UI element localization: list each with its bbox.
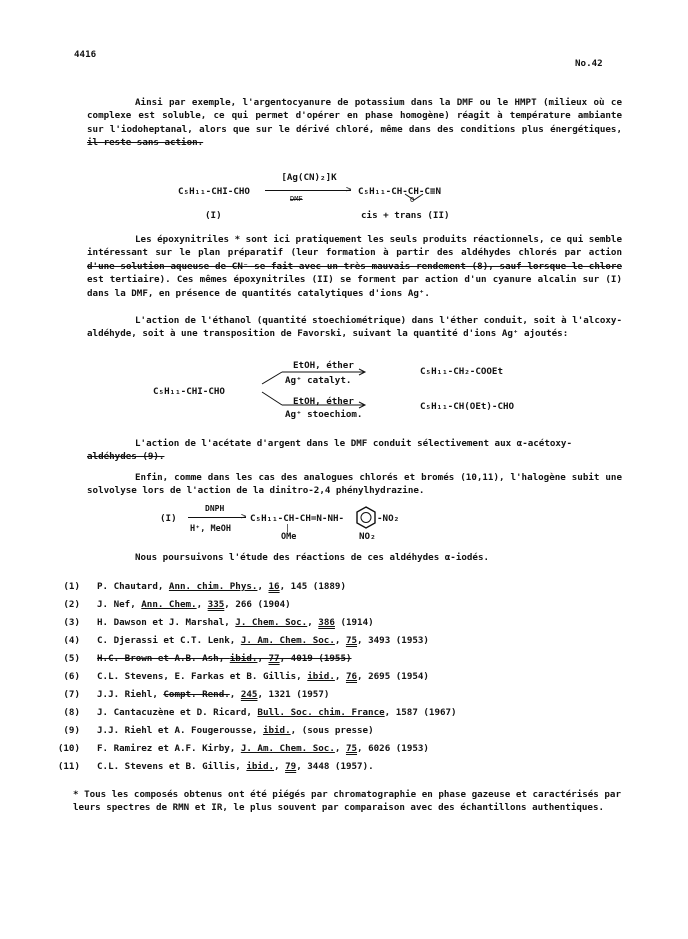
reference-journal: Ann. chim. Phys.	[168, 581, 258, 592]
reference-volume: 386	[318, 617, 335, 628]
reference-journal: J. Am. Chem. Soc.	[240, 635, 335, 646]
reference-number: (7)	[63, 689, 80, 700]
scheme-2-upper-reagent: EtOH, éther	[293, 360, 354, 371]
paragraph-5: Enfin, comme dans les cas des analogues chlorés et bromés (10,11), l'halogène subit une solvolyse lors de l'action de la dinitro-2,4 phénylhydrazine.	[87, 472, 622, 497]
scheme-1-solvent: DMF	[290, 195, 303, 203]
reference-volume: 76	[345, 671, 358, 682]
reference-authors: J.J. Riehl,	[97, 689, 164, 700]
reference-volume: 75	[345, 635, 358, 646]
scheme-2-lower-condition: Ag⁺ stoechiom.	[285, 409, 363, 420]
reference-details: , 3448 (1957).	[296, 761, 374, 772]
reference-journal: Bull. Soc. chim. France	[257, 707, 385, 718]
reference-details: (1914)	[334, 617, 374, 628]
paragraph-1-tail: il reste sans action.	[87, 137, 204, 149]
scheme-1-reactant: C₅H₁₁-CHI-CHO	[178, 186, 250, 197]
paragraph-1-text: Ainsi par exemple, l'argentocyanure de potassium dans la DMF ou le HMPT (milieux où ce complexe est soluble, ce qui permet d'opérer en phase homogène) réagit à température ambiante sur l'iodoheptanal, alors que sur le dérivé chloré, même dans des conditions plus énergétiques,	[87, 97, 622, 135]
reference-journal: Ann. Chem.	[141, 599, 197, 610]
reference-authors: F. Ramirez et A.F. Kirby,	[97, 743, 241, 754]
scheme-3-product: C₅H₁₁-CH-CH=N-NH-	[250, 513, 345, 524]
paragraph-2-text-b: est tertiaire). Ces mêmes époxynitriles (II) se forment par action d'un cyanure alcalin sur (I) dans la DMF, en présence de quantités catalytiques d'ions Ag⁺.	[87, 274, 622, 299]
reference-authors: C.L. Stevens, E. Farkas et B. Gillis,	[97, 671, 308, 682]
scheme-2-upper-product: C₅H₁₁-CH₂-COOEt	[420, 366, 503, 377]
reference-details: , 3493 (1953)	[357, 635, 429, 646]
reference-number: (9)	[63, 725, 80, 736]
paragraph-2-struck: d'une solution aqueuse de CN⁻ se fait avec un très mauvais rendement (8), sauf lorsque le chlore	[87, 260, 622, 272]
page-number: 4416	[74, 49, 97, 60]
reference-journal: ibid.	[262, 725, 291, 736]
reference-number: (8)	[63, 707, 80, 718]
reference-journal: J. Am. Chem. Soc.	[240, 743, 335, 754]
reference-authors: H. Dawson et J. Marshal,	[97, 617, 236, 628]
reference-journal: ibid.	[246, 761, 275, 772]
reference-details: , 266 (1904)	[224, 599, 291, 610]
reference-journal: Compt. Rend.	[163, 689, 230, 700]
scheme-3-no2-right: -NO₂	[377, 513, 400, 524]
scheme-3-condition: H⁺, MeOH	[190, 524, 231, 534]
reference-details: , 4019 (1955)	[279, 653, 352, 664]
reference-authors: J. Cantacuzène et D. Ricard,	[97, 707, 258, 718]
paragraph-3: L'action de l'éthanol (quantité stoechiométrique) dans l'éther conduit, soit à l'alcoxy-aldéhyde, soit à une transposition de Favorski, suivant la quantité d'ions Ag⁺ ajoutés:	[87, 315, 622, 340]
reference-authors: C. Djerassi et C.T. Lenk,	[97, 635, 241, 646]
scheme-3-bond: |	[285, 523, 290, 532]
scheme-1-label-product: cis + trans (II)	[361, 210, 450, 221]
reference-volume: 16	[268, 581, 280, 592]
reference-authors: C.L. Stevens et B. Gillis,	[97, 761, 247, 772]
reference-volume: 335	[207, 599, 225, 610]
reference-volume: 245	[240, 689, 258, 700]
benzene-ring-icon	[355, 506, 377, 530]
scheme-1-label-reactant: (I)	[205, 210, 222, 221]
reference-details: , 1587 (1967)	[384, 707, 457, 718]
reference-number: (1)	[63, 581, 80, 592]
reference-journal: ibid.	[307, 671, 335, 682]
scheme-3-ome: OMe	[281, 532, 297, 542]
scheme-2-lower-reagent: EtOH, éther	[293, 396, 354, 407]
paragraph-6: Nous poursuivons l'étude des réactions de ces aldéhydes α-iodés.	[135, 552, 490, 563]
scheme-3-reagent: DNPH	[205, 504, 225, 513]
reference-authors: J.J. Riehl et A. Fougerousse,	[97, 725, 263, 736]
reference-authors: P. Chautard,	[97, 581, 169, 592]
reference-number: (2)	[63, 599, 80, 610]
scheme-3-arrow	[188, 517, 246, 518]
reference-volume: 77	[268, 653, 280, 664]
arrowhead-icon: >	[346, 185, 352, 195]
reference-journal: ibid.	[229, 653, 258, 664]
scheme-1-product: C₅H₁₁-CH-CH-C≡N	[358, 186, 441, 197]
reference-number: (4)	[63, 635, 80, 646]
reference-number: (6)	[63, 671, 80, 682]
reference-details: , 2695 (1954)	[357, 671, 429, 682]
reference-volume: 75	[345, 743, 358, 754]
footnote: * Tous les composés obtenus ont été piégés par chromatographie en phase gazeuse et caractérisés par leurs spectres de RMN et IR, le plus souvent par comparaison avec des échantillons authentiques.	[73, 789, 621, 814]
paragraph-4-text: L'action de l'acétate d'argent dans le DMF conduit sélectivement aux α-acétoxy-	[135, 438, 572, 449]
reference-authors: J. Nef,	[97, 599, 142, 610]
reference-volume: 79	[285, 761, 297, 772]
paragraph-4-tail: aldéhydes (9).	[87, 451, 165, 463]
reference-number: (3)	[63, 617, 80, 628]
scheme-2-upper-condition: Ag⁺ catalyt.	[285, 375, 352, 386]
scheme-3-no2-bottom: NO₂	[359, 531, 376, 542]
issue-number: No.42	[575, 58, 603, 69]
arrowhead-icon: >	[241, 512, 247, 522]
scheme-2-lower-product: C₅H₁₁-CH(OEt)-CHO	[420, 401, 515, 412]
paragraph-4	[87, 437, 622, 464]
reference-authors: H.C. Brown et A.B. Ash,	[97, 653, 230, 664]
epoxide-oxygen: O	[410, 196, 415, 204]
reference-details: , 6026 (1953)	[357, 743, 429, 754]
reference-details: , (sous presse)	[290, 725, 374, 736]
reference-number: (11)	[57, 761, 80, 772]
reference-number: (10)	[57, 743, 80, 754]
reference-details: , 1321 (1957)	[257, 689, 330, 700]
reference-details: , 145 (1889)	[279, 581, 346, 592]
paragraph-2-text-a: Les époxynitriles * sont ici pratiquement les seuls produits réactionnels, ce qui semble intéressant sur le plan préparatif (leur formation à partir des aldéhydes chlorés par action	[87, 234, 622, 259]
scheme-1-reagent: [Ag(CN)₂]K	[281, 172, 337, 183]
reference-journal: J. Chem. Soc.	[235, 617, 308, 628]
reference-number: (5)	[63, 653, 80, 664]
scheme-2-reactant: C₅H₁₁-CHI-CHO	[153, 386, 225, 397]
scheme-3-reactant: (I)	[160, 513, 177, 524]
